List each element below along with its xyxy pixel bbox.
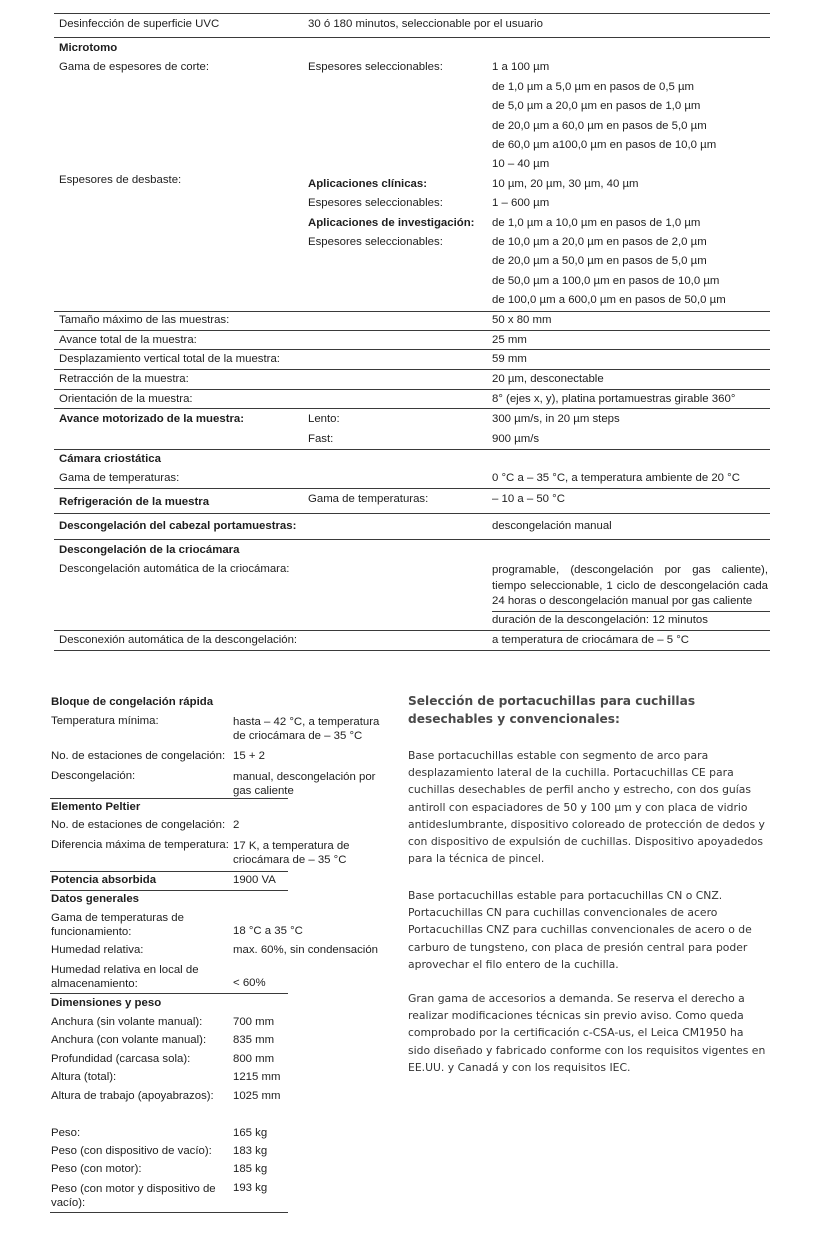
spec-value: 15 + 2 <box>233 750 265 762</box>
dims-title: Dimensiones y peso <box>51 997 162 1009</box>
bottom-rule <box>54 650 770 651</box>
rule <box>54 311 770 312</box>
rule <box>54 37 770 38</box>
paragraph-3: Gran gama de accesorios a demanda. Se reserva el derecho a realizar modificaciones técnicas sin previo aviso. Como queda comprobado por la certificación c-CSA-us, el Leica CM1950 ha sido diseñado y fabricado conforme con los requisitos vigentes en EE.UU. y Canadá y con los requisitos IEC. <box>408 992 766 1074</box>
specimen-cooling-label: Gama de temperaturas: <box>308 493 429 505</box>
motor-fast-label: Fast: <box>308 433 334 445</box>
motor-slow-label: Lento: <box>308 413 340 425</box>
chamber-value: 0 °C a – 35 °C, a temperatura ambiente de 20 °C <box>492 472 740 484</box>
spec-value: max. 60%, sin condensación <box>233 944 378 956</box>
rule <box>54 330 770 331</box>
spec-label: Avance total de la muestra: <box>59 334 197 346</box>
motor-label: Avance motorizado de la muestra: <box>59 413 245 425</box>
auto-off-label: Desconexión automática de la descongelación: <box>59 634 298 646</box>
spec-value: 800 mm <box>233 1053 275 1065</box>
weight-label: Peso (con dispositivo de vacío): <box>51 1145 212 1157</box>
spec-value: 20 µm, desconectable <box>492 373 604 385</box>
weight-value: 193 kg <box>233 1182 268 1194</box>
spec-label: No. de estaciones de congelación: <box>51 819 226 831</box>
clinical-label: Aplicaciones clínicas: <box>308 178 428 190</box>
research-selectable-label: Espesores seleccionables: <box>308 236 443 248</box>
spec-value: 2 <box>233 819 240 831</box>
motor-fast-value: 900 µm/s <box>492 433 540 445</box>
chamber-defrost-label: Descongelación automática de la criocámara: <box>59 563 290 575</box>
specimen-cooling-title: Refrigeración de la muestra <box>59 496 210 508</box>
cut-selectable-label: Espesores seleccionables: <box>308 61 443 73</box>
research-label: Aplicaciones de investigación: <box>308 217 475 229</box>
cut-value: de 1,0 µm a 5,0 µm en pasos de 0,5 µm <box>492 81 695 93</box>
cut-value: 10 – 40 µm <box>492 158 550 170</box>
defrost-duration: duración de la descongelación: 12 minutos <box>492 614 708 626</box>
rule <box>54 449 770 450</box>
chamber-defrost-value: programable, (descongelación por gas caliente), tiempo seleccionable, 1 ciclo de descongelación cada 24 horas o descongelación manual por gas caliente <box>492 564 768 607</box>
peltier-title: Elemento Peltier <box>51 801 141 813</box>
cut-value: de 5,0 µm a 20,0 µm en pasos de 1,0 µm <box>492 100 701 112</box>
spec-label: Orientación de la muestra: <box>59 393 193 405</box>
rule <box>50 993 288 994</box>
rule <box>492 611 770 612</box>
rule <box>50 798 288 799</box>
weight-label: Peso: <box>51 1127 81 1139</box>
weight-value: 183 kg <box>233 1145 268 1157</box>
spec-value: 18 °C a 35 °C <box>233 925 303 937</box>
weight-label: Peso (con motor y dispositivo de vacío): <box>51 1183 216 1209</box>
research-value: de 100,0 µm a 600,0 µm en pasos de 50,0 µm <box>492 294 726 306</box>
spec-label: Altura (total): <box>51 1071 117 1083</box>
spec-value: 50 x 80 mm <box>492 314 552 326</box>
spec-label: Desplazamiento vertical total de la muestra: <box>59 353 280 365</box>
weight-value: 185 kg <box>233 1163 268 1175</box>
general-title: Datos generales <box>51 893 139 905</box>
spec-label: Humedad relativa: <box>51 944 144 956</box>
spec-label: Anchura (con volante manual): <box>51 1034 207 1046</box>
research-value: de 20,0 µm a 50,0 µm en pasos de 5,0 µm <box>492 255 707 267</box>
knife-holder-heading: Selección de portacuchillas para cuchillas desechables y convencionales: <box>408 694 696 726</box>
cut-range-label: Gama de espesores de corte: <box>59 61 210 73</box>
head-defrost-value: descongelación manual <box>492 520 612 532</box>
spec-label: Tamaño máximo de las muestras: <box>59 314 230 326</box>
rule <box>54 513 770 514</box>
spec-label: Retracción de la muestra: <box>59 373 189 385</box>
rule <box>54 539 770 540</box>
rule <box>50 871 288 872</box>
spec-value: 1025 mm <box>233 1090 281 1102</box>
motor-slow-value: 300 µm/s, in 20 µm steps <box>492 413 620 425</box>
trim-label: Espesores de desbaste: <box>59 174 182 186</box>
cut-value: de 60,0 µm a100,0 µm en pasos de 10,0 µm <box>492 139 717 151</box>
spec-value: hasta – 42 °C, a temperatura de criocámara de – 35 °C <box>233 716 380 742</box>
spec-value: 700 mm <box>233 1016 275 1028</box>
spec-value: 1215 mm <box>233 1071 281 1083</box>
spec-label: Temperatura mínima: <box>51 715 159 727</box>
uvc-value: 30 ó 180 minutos, seleccionable por el usuario <box>308 18 543 30</box>
top-rule <box>54 13 770 14</box>
rule <box>50 890 288 891</box>
spec-label: No. de estaciones de congelación: <box>51 750 226 762</box>
spec-value: 835 mm <box>233 1034 275 1046</box>
spec-value: 8° (ejes x, y), platina portamuestras girable 360° <box>492 393 736 405</box>
rule <box>54 630 770 631</box>
spec-label: Descongelación: <box>51 770 136 782</box>
clinical-selectable-value: 1 – 600 µm <box>492 197 550 209</box>
power-label: Potencia absorbida <box>51 874 157 886</box>
research-value: de 50,0 µm a 100,0 µm en pasos de 10,0 µm <box>492 275 720 287</box>
rule <box>50 1212 288 1213</box>
clinical-value: 10 µm, 20 µm, 30 µm, 40 µm <box>492 178 639 190</box>
rule <box>54 349 770 350</box>
rule <box>54 408 770 409</box>
uvc-label: Desinfección de superficie UVC <box>59 18 220 30</box>
weight-value: 165 kg <box>233 1127 268 1139</box>
spec-value: manual, descongelación por gas caliente <box>233 771 376 797</box>
cut-value: 1 a 100 µm <box>492 61 550 73</box>
auto-off-value: a temperatura de criocámara de – 5 °C <box>492 634 690 646</box>
rule <box>54 369 770 370</box>
paragraph-2: Base portacuchillas estable para portacuchillas CN o CNZ. Portacuchillas CN para cuchillas convencionales de acero Portacuchillas CNZ para cuchillas convencionales de acero o de carburo de tungsteno, con placa de presión central para poder aprovechar el filo entero de la cuchilla. <box>408 889 752 971</box>
spec-label: Humedad relativa en local de almacenamiento: <box>51 964 199 990</box>
microtome-title: Microtomo <box>59 42 118 54</box>
spec-value: 25 mm <box>492 334 527 346</box>
power-value: 1900 VA <box>233 874 276 886</box>
spec-label: Diferencia máxima de temperatura: <box>51 839 229 851</box>
spec-label: Gama de temperaturas de funcionamiento: <box>51 912 184 938</box>
cut-value: de 20,0 µm a 60,0 µm en pasos de 5,0 µm <box>492 120 707 132</box>
research-value: de 10,0 µm a 20,0 µm en pasos de 2,0 µm <box>492 236 707 248</box>
chamber-defrost-title: Descongelación de la criocámara <box>59 544 240 556</box>
spec-value: < 60% <box>233 977 266 989</box>
weight-label: Peso (con motor): <box>51 1163 142 1175</box>
quick-freeze-title: Bloque de congelación rápida <box>51 696 214 708</box>
spec-label: Anchura (sin volante manual): <box>51 1016 203 1028</box>
research-value: de 1,0 µm a 10,0 µm en pasos de 1,0 µm <box>492 217 701 229</box>
head-defrost-title: Descongelación del cabezal portamuestras: <box>59 520 297 532</box>
spec-value: 59 mm <box>492 353 527 365</box>
chamber-label: Gama de temperaturas: <box>59 472 180 484</box>
spec-label: Profundidad (carcasa sola): <box>51 1053 191 1065</box>
chamber-title: Cámara criostática <box>59 453 161 465</box>
rule <box>54 488 770 489</box>
specimen-cooling-value: – 10 a – 50 °C <box>492 493 565 505</box>
spec-value: 17 K, a temperatura de criocámara de – 35 °C <box>233 840 350 866</box>
clinical-selectable-label: Espesores seleccionables: <box>308 197 443 209</box>
paragraph-1: Base portacuchillas estable con segmento de arco para desplazamiento lateral de la cuchilla. Portacuchillas CE para cuchillas desechables de perfil ancho y estrecho, con dos guías antiroll con espaciadores de 50 y 100 µm y con placa de vidrio antideslumbrante, dispositivo coloreado de protección de dedos y con dispositivo de expulsión de cuchillas. Dispositivo apoyadedos para la técnica de pincel. <box>408 749 765 866</box>
spec-label: Altura de trabajo (apoyabrazos): <box>51 1090 214 1102</box>
rule <box>54 389 770 390</box>
